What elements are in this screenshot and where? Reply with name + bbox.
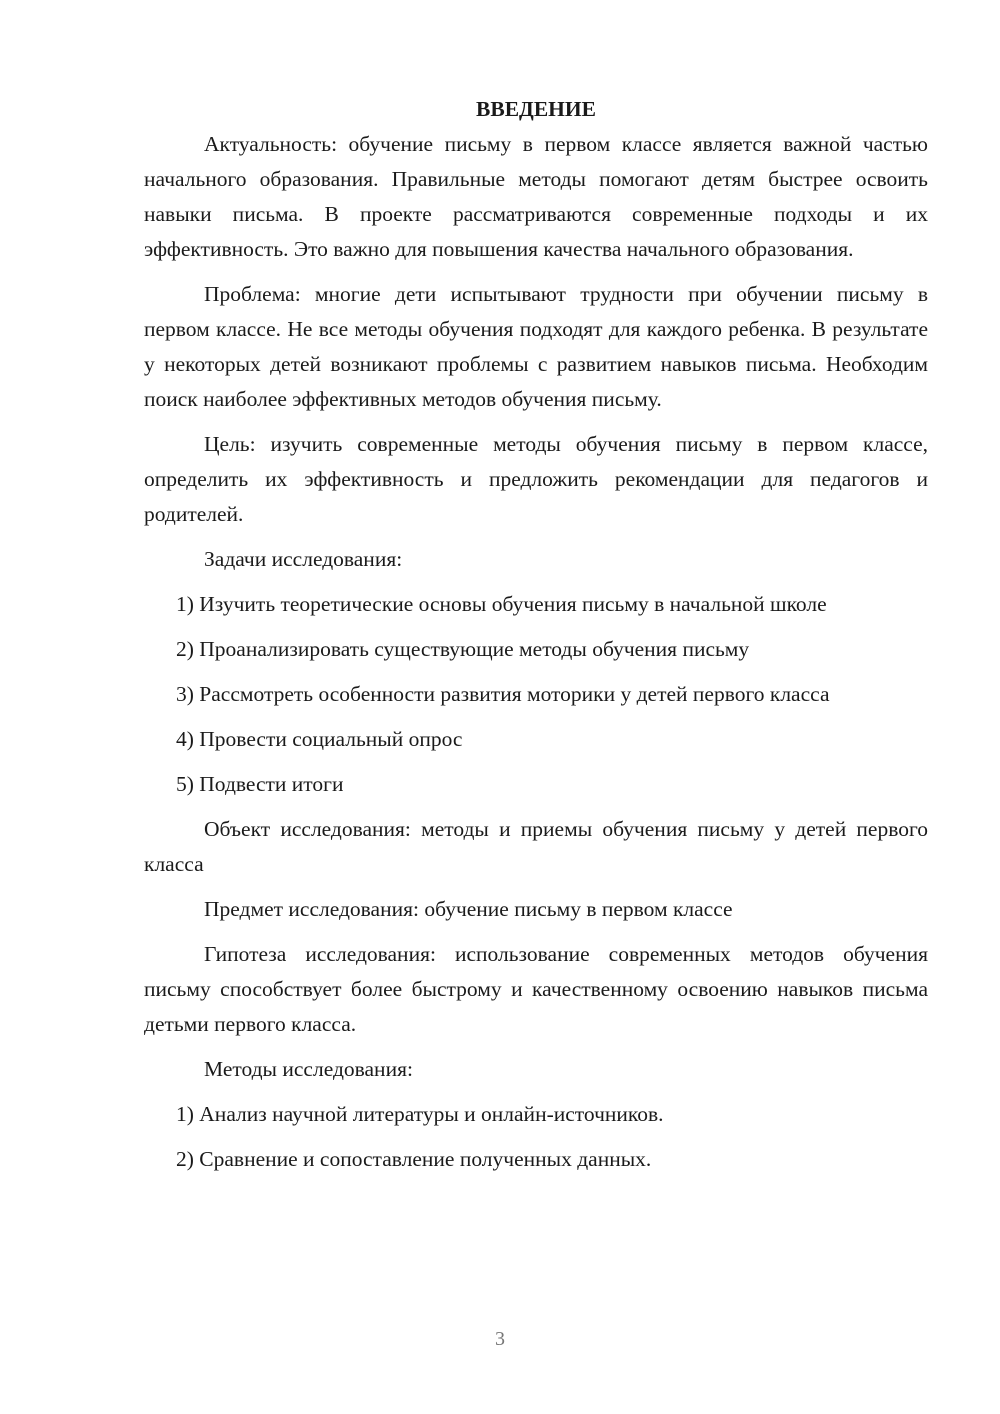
methods-title: Методы исследования: [204,1057,413,1081]
section-heading: ВВЕДЕНИЕ [476,97,596,121]
task-item-3: 3) Рассмотреть особенности развития моторики у детей первого класса [176,682,830,706]
goal-paragraph: Цель: изучить современные методы обучения письму в первом классе, определить их эффективность и предложить рекомендации для педагогов и родителей. [144,432,928,526]
subject-paragraph: Предмет исследования: обучение письму в первом классе [204,897,733,921]
method-item-1: 1) Анализ научной литературы и онлайн-источников. [176,1102,664,1126]
method-item-2: 2) Сравнение и сопоставление полученных данных. [176,1147,652,1171]
tasks-title: Задачи исследования: [204,547,403,571]
hypothesis-paragraph: Гипотеза исследования: использование современных методов обучения письму способствует более быстрому и качественному освоению навыков письма детьми первого класса. [144,942,928,1036]
task-item-4: 4) Провести социальный опрос [176,727,463,751]
page-number: 3 [495,1328,505,1350]
task-item-5: 5) Подвести итоги [176,772,344,796]
task-item-1: 1) Изучить теоретические основы обучения письму в начальной школе [176,592,827,616]
problem-paragraph: Проблема: многие дети испытывают трудности при обучении письму в первом классе. Не все методы обучения подходят для каждого ребенка. В результате у некоторых детей возникают проблемы с развитием навыков письма. Необходим поиск наиболее эффективных методов обучения письму. [144,282,928,411]
document-page [144,92,928,1187]
relevance-paragraph: Актуальность: обучение письму в первом классе является важной частью начального образования. Правильные методы помогают детям быстрее освоить навыки письма. В проекте рассматриваются современные подходы и их эффективность. Это важно для повышения качества начального образования. [144,132,928,261]
object-paragraph: Объект исследования: методы и приемы обучения письму у детей первого класса [144,817,928,876]
task-item-2: 2) Проанализировать существующие методы обучения письму [176,637,750,661]
